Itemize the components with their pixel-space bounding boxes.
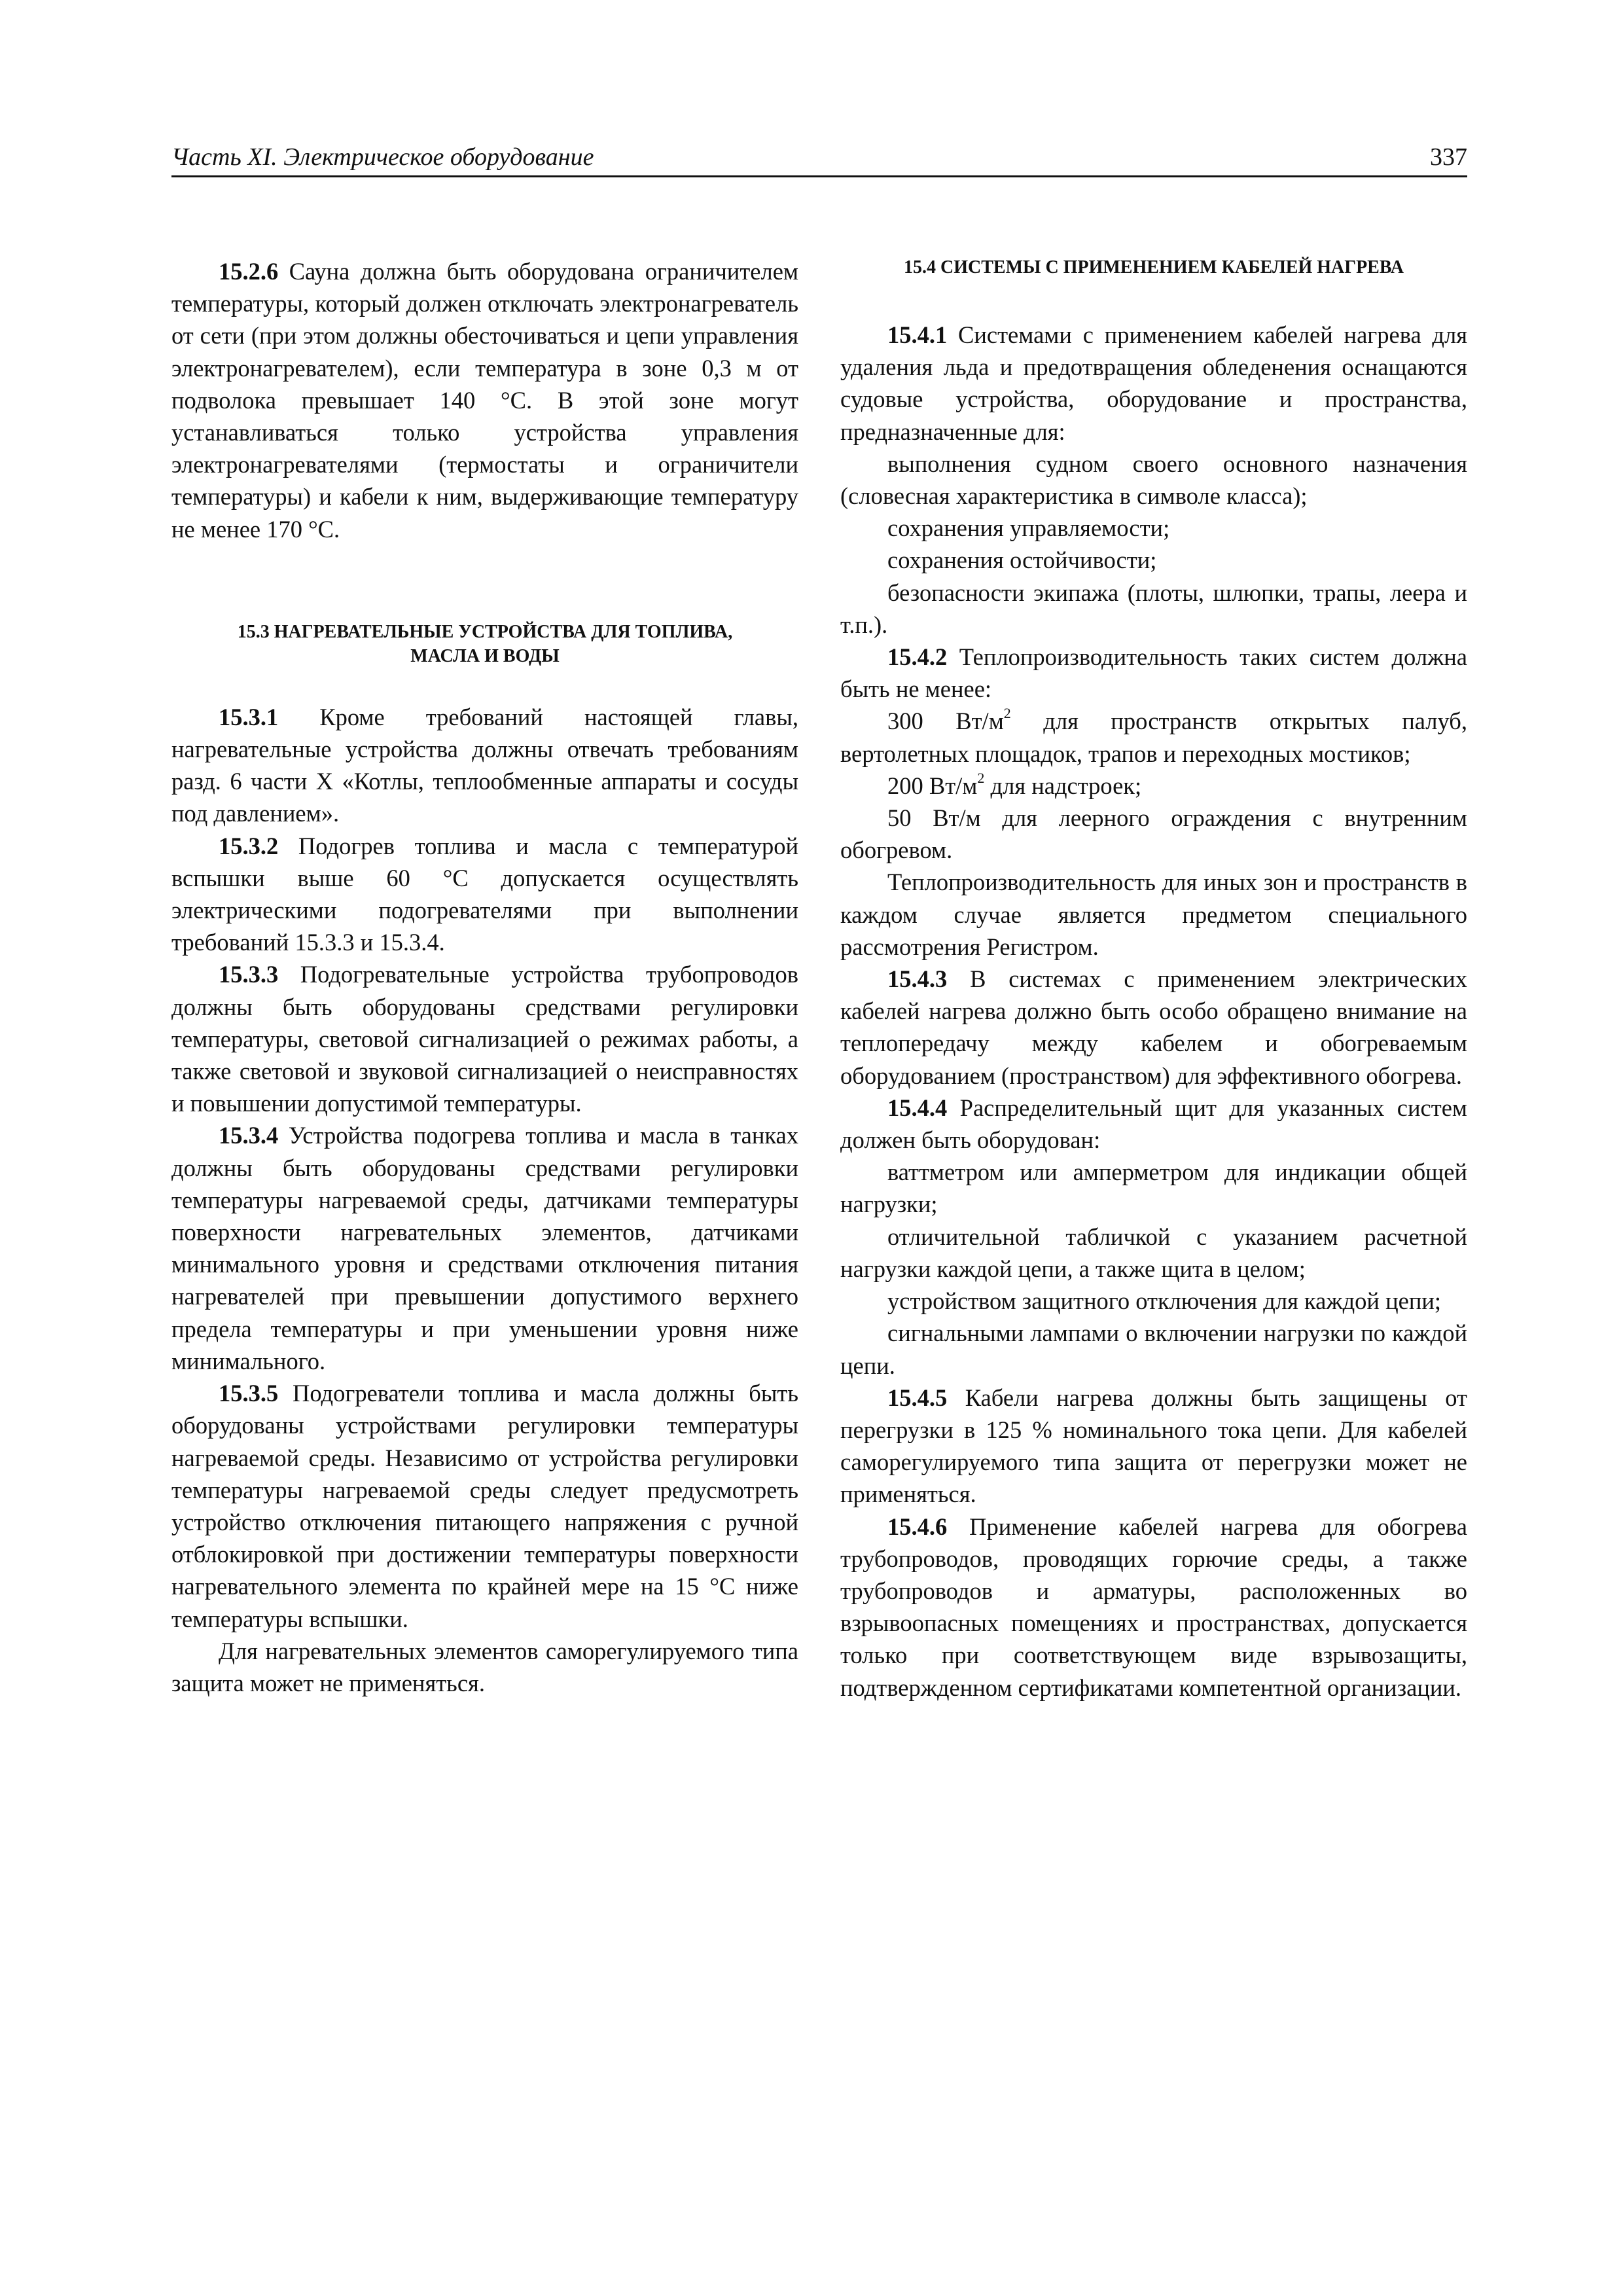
paragraph-15-3-5 [171,1377,798,1635]
paragraph-15-4-4 [840,1092,1467,1156]
clause-number: 15.4.5 [887,1384,948,1411]
heading-line: МАСЛА И ВОДЫ [410,645,560,666]
list-item [840,705,1467,769]
paragraph-other-zones: Теплопроизводительность для иных зон и пространств в каждом случае является предметом специального рассмотрения Регистром. [840,869,1467,960]
running-header [171,143,1467,177]
paragraph-15-4-3 [840,963,1467,1092]
paragraph-self-regulating: Для нагревательных элементов саморегулируемого типа защита может не применяться. [171,1637,798,1696]
list-item: сигнальными лампами о включении нагрузки по каждой цепи. [840,1319,1467,1379]
list-item: сохранения управляемости; [887,514,1170,542]
clause-text: Подогрев топлива и масла с температурой вспышки выше 60 °С допускается осуществлять электрическими подогревателями при выполнении требований 15.3.3 и 15.3.4. [171,832,798,956]
paragraph-15-3-3 [171,958,798,1119]
clause-number: 15.3.2 [219,832,279,859]
clause-number: 15.3.3 [219,961,279,988]
list-text: для надстроек; [984,772,1142,799]
clause-number: 15.4.2 [887,643,948,671]
clause-number: 15.4.1 [887,321,948,348]
clause-text: Устройства подогрева топлива и масла в танках должны быть оборудованы средствами регулировки температуры нагреваемой среды, датчиками температуры поверхности нагревательных элементов, датчиками минимального уровня и средствами отключения питания нагревателей при превышении допустимого верхнего предела температуры и при уменьшении уровня ниже минимального. [171,1122,798,1374]
clause-number: 15.3.5 [219,1380,279,1407]
clause-number: 15.3.1 [219,703,279,730]
paragraph-15-3-4 [171,1119,798,1377]
header-title: Часть XI. Электрическое оборудование [171,143,594,171]
left-column [171,255,798,1699]
clause-number: 15.2.6 [219,258,279,285]
paragraph-15-2-6 [171,255,798,545]
paragraph-15-3-2 [171,830,798,959]
paragraph-15-4-1 [840,319,1467,448]
list-text: 200 Вт/м [887,772,978,799]
paragraph-15-4-6 [840,1511,1467,1704]
clause-number: 15.4.3 [887,965,948,993]
clause-text: Системами с применением кабелей нагрева для удаления льда и предотвращения обледенения оснащаются судовые устройства, оборудование и пространства, предназначенные для: [840,321,1467,445]
list-text: 300 Вт/м [887,708,1004,735]
clause-text: Теплопроизводительность таких систем должна быть не менее: [840,643,1467,703]
clause-number: 15.4.4 [887,1094,948,1121]
clause-text: Подогреватели топлива и масла должны быть оборудованы устройствами регулировки температуры нагреваемой среды. Независимо от устройства регулировки температуры нагреваемой среды следует предусмотреть устройство отключения питающего напряжения с ручной отблокировкой при достижении температуры поверхности нагревательного элемента по крайней мере на 15 °С ниже температуры вспышки. [171,1380,798,1632]
section-heading-15-4: 15.4 СИСТЕМЫ С ПРИМЕНЕНИЕМ КАБЕЛЕЙ НАГРЕВА [904,257,1404,278]
list-item [840,770,1467,802]
clause-text: В системах с применением электрических кабелей нагрева должно быть особо обращено внимание на теплопередачу между кабелем и обогреваемым оборудованием (пространством) для эффективного обогрева. [840,965,1467,1089]
list-item: отличительной табличкой с указанием расчетной нагрузки каждой цепи, а также щита в целом; [840,1223,1467,1282]
list-item: сохранения остойчивости; [887,547,1157,574]
paragraph-15-3-1 [171,701,798,830]
section-heading-15-3 [171,620,798,668]
paragraph-15-4-5 [840,1382,1467,1511]
list-item: выполнения судном своего основного назначения (словесная характеристика в символе класса); [840,450,1467,510]
paragraph-15-4-2 [840,641,1467,705]
clause-number: 15.4.6 [887,1513,948,1540]
list-text: для пространств открытых палуб, вертолетных площадок, трапов и переходных мостиков; [840,708,1467,767]
list-item: устройством защитного отключения для каждой цепи; [887,1287,1442,1315]
page-number: 337 [1430,143,1467,171]
clause-number: 15.3.4 [219,1122,279,1149]
clause-text: Распределительный щит для указанных систем должен быть оборудован: [840,1094,1467,1154]
clause-text: Сауна должна быть оборудована ограничителем температуры, который должен отключать электронагреватель от сети (при этом должны обесточиваться и цепи управления электронагревателем), если температура в зоне 0,3 м от подволока превышает 140 °С. В этой зоне могут устанавливаться только устройства управления электронагревателями (термостаты и ограничители температуры) и кабели к ним, выдерживающие температуру не менее 170 °С. [171,258,798,543]
right-column [840,255,1467,1704]
superscript: 2 [977,769,985,786]
list-item: ваттметром или амперметром для индикации общей нагрузки; [840,1158,1467,1218]
clause-text: Подогревательные устройства трубопроводов должны быть оборудованы средствами регулировки температуры, световой сигнализацией о режимах работы, а также световой и звуковой сигнализацией о неисправностях и повышении допустимой температуры. [171,961,798,1117]
list-item: безопасности экипажа (плоты, шлюпки, трапы, леера и т.п.). [840,579,1467,638]
superscript: 2 [1003,705,1011,722]
clause-text: Кроме требований настоящей главы, нагревательные устройства должны отвечать требованиям разд. 6 части X «Котлы, теплообменные аппараты и сосуды под давлением». [171,703,798,827]
heading-line: 15.3 НАГРЕВАТЕЛЬНЫЕ УСТРОЙСТВА ДЛЯ ТОПЛИВА, [237,621,733,642]
clause-text: Применение кабелей нагрева для обогрева трубопроводов, проводящих горючие среды, а также трубопроводов и арматуры, расположенных во взрывоопасных помещениях и пространствах, допускается только при соответствующем виде взрывозащиты, подтвержденном сертификатами компетентной организации. [840,1513,1467,1701]
list-item: 50 Вт/м для леерного ограждения с внутренним обогревом. [840,804,1467,864]
clause-text: Кабели нагрева должны быть защищены от перегрузки в 125 % номинального тока цепи. Для кабелей саморегулируемого типа защита от перегрузки может не применяться. [840,1384,1467,1508]
